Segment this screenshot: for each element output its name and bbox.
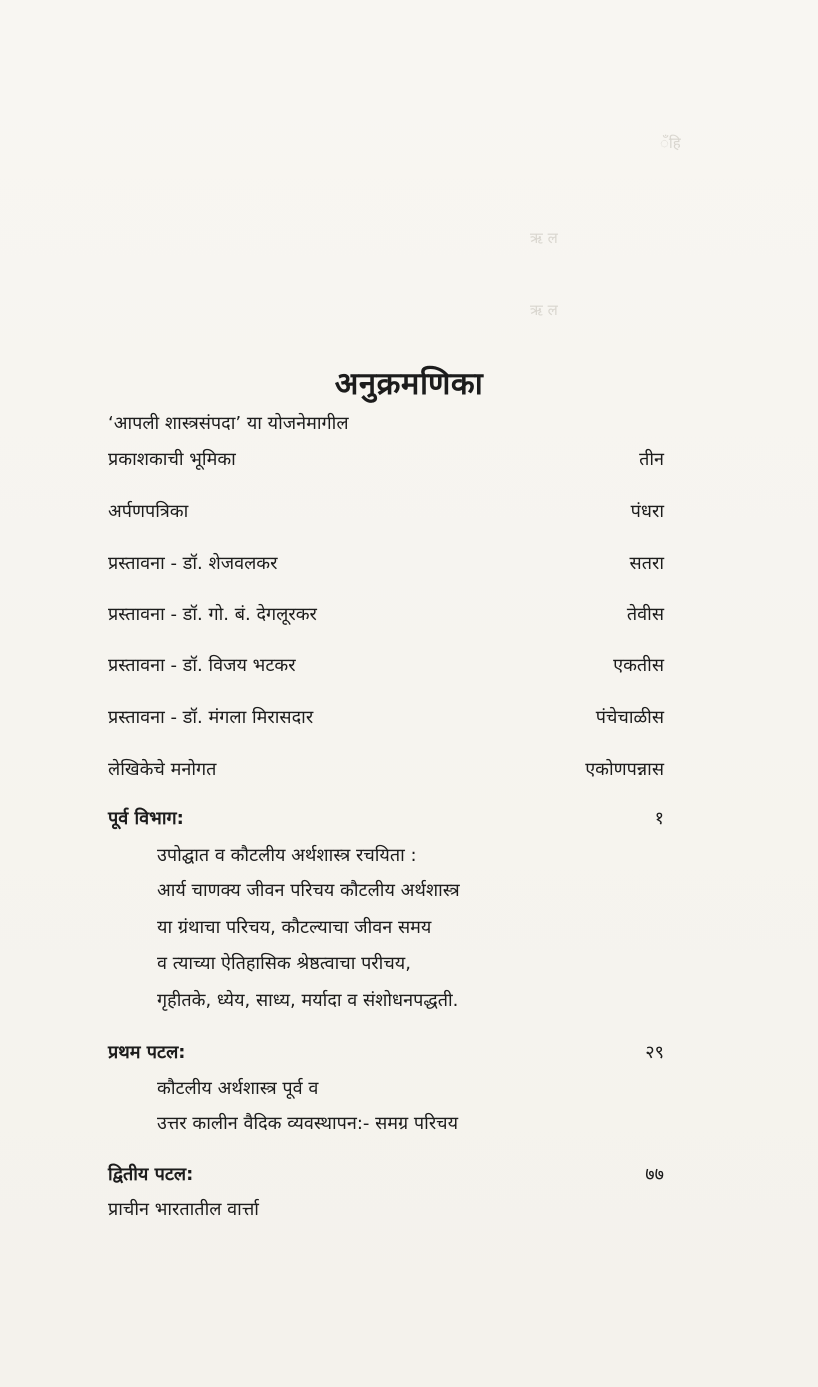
toc-entry [108,602,664,626]
toc-page-number: सतरा [629,553,664,574]
toc-entry-label: लेखिकेचे मनोगत [108,759,217,780]
section-heading-label: प्रथम पटल: [108,1042,186,1063]
section-description-line: आर्य चाणक्य जीवन परिचय कौटलीय अर्थशास्त्र [157,880,460,901]
toc-entry-label: ‘आपली शास्त्रसंपदा’ या योजनेमागील [108,413,349,434]
section-description-line: प्राचीन भारतातील वार्त्ता [108,1199,259,1220]
toc-section-heading [108,1162,664,1186]
toc-section-heading [108,1040,664,1064]
toc-page-number: पंधरा [630,501,664,522]
section-description-line: या ग्रंथाचा परिचय, कौटल्याचा जीवन समय [157,917,432,938]
toc-page-number: ७७ [645,1164,664,1185]
toc-entry [108,447,664,471]
toc-entry-label: प्रस्तावना - डॉ. मंगला मिरासदार [108,707,314,728]
toc-entry-label: अर्पणपत्रिका [108,501,189,522]
toc-page-number: पंचेचाळीस [595,707,664,728]
toc-entry-label: प्रस्तावना - डॉ. शेजवलकर [108,553,278,574]
toc-page-number: २९ [645,1042,664,1063]
toc-entry [108,499,664,523]
toc-entry-label: प्रस्तावना - डॉ. विजय भटकर [108,655,296,676]
toc-entry [108,705,664,729]
toc-entry [108,653,664,677]
section-description-line: व त्याच्या ऐतिहासिक श्रेष्ठत्वाचा परीचय, [157,953,411,974]
toc-page-number: तीन [639,449,664,470]
toc-page-number: १ [654,808,664,829]
toc-section-heading [108,806,664,830]
toc-entry [108,551,664,575]
bleed-through-text: ऋ ल [530,229,558,247]
page-title: अनुक्रमणिका [334,366,484,402]
section-description-line: गृहीतके, ध्येय, साध्य, मर्यादा व संशोधनपद्धती. [157,990,459,1011]
bleed-through-text: ँहि [660,134,681,152]
section-description-line: कौटलीय अर्थशास्त्र पूर्व व [157,1078,319,1099]
section-description-line: उत्तर कालीन वैदिक व्यवस्थापन:- समग्र परिचय [157,1113,459,1134]
section-heading-label: पूर्व विभाग: [108,808,184,829]
toc-entry-label: प्रस्तावना - डॉ. गो. बं. देगलूरकर [108,604,317,625]
toc-entry [108,411,664,435]
section-heading-label: द्वितीय पटल: [108,1164,194,1185]
toc-page-number: तेवीस [626,604,664,625]
section-description-line: उपोद्घात व कौटलीय अर्थशास्त्र रचयिता : [157,845,417,866]
toc-entry-label: प्रकाशकाची भूमिका [108,449,236,470]
toc-page-number: एकोणपन्नास [585,759,664,780]
toc-entry [108,757,664,781]
bleed-through-text: ऋ ल [530,301,558,319]
toc-page-number: एकतीस [613,655,664,676]
